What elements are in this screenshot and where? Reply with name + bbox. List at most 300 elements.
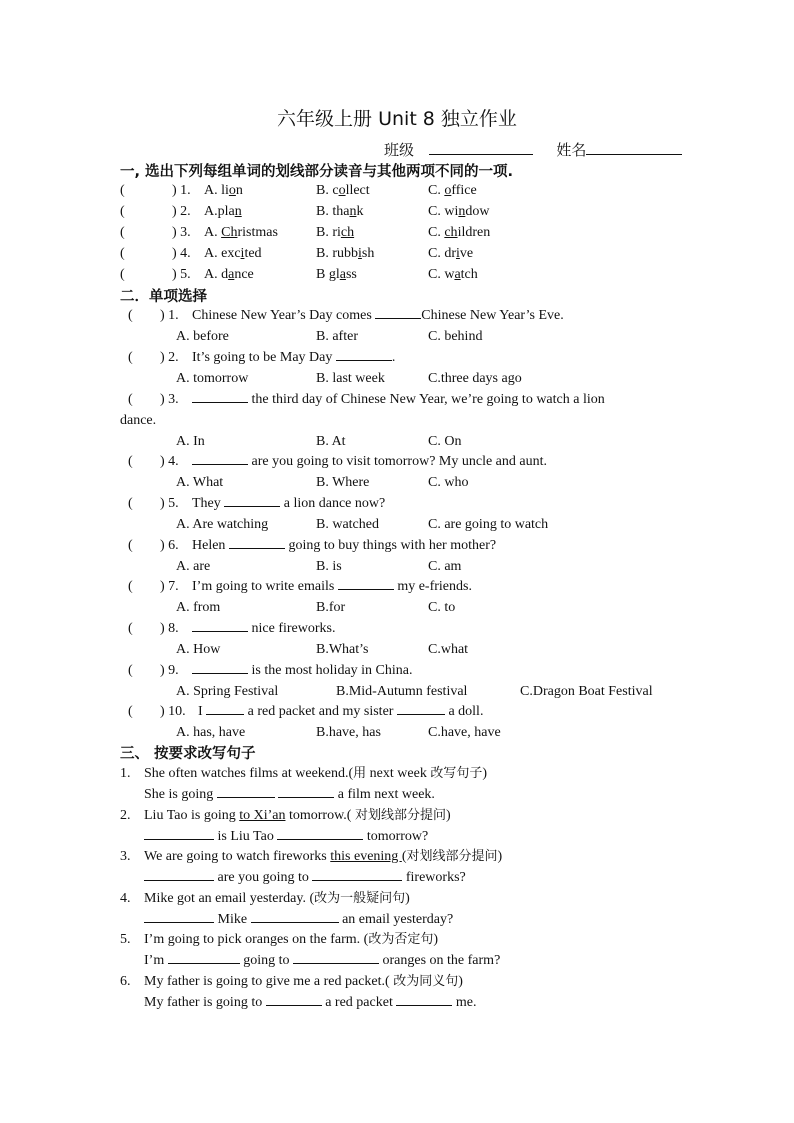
option-b[interactable] [336, 682, 467, 702]
answer-text-part: is Liu Tao [214, 829, 278, 844]
answer-blank[interactable] [397, 702, 445, 715]
option-b[interactable] [316, 473, 369, 493]
option-text: A. tomorrow [176, 371, 249, 386]
question-number: ) 6. [160, 538, 179, 553]
option-a[interactable] [176, 557, 210, 577]
option-text: B. ri [316, 225, 341, 240]
mc-question [120, 702, 680, 722]
instruction-line [144, 764, 487, 784]
open-paren: ( [128, 579, 133, 594]
answer-blank[interactable] [144, 910, 214, 923]
option-c[interactable] [428, 202, 489, 222]
option-text: A. How [176, 642, 221, 657]
answer-text-part: a red packet [321, 995, 397, 1010]
answer-text-part: I’m [144, 953, 168, 968]
open-paren: ( [128, 704, 133, 719]
underlined-letters: ch [340, 225, 355, 240]
option-c[interactable] [428, 515, 548, 535]
option-text: n [235, 183, 243, 198]
question-number: ) 3. [160, 392, 179, 407]
option-text: B gl [316, 267, 340, 282]
sentence-part: ( [401, 849, 407, 864]
option-c[interactable] [428, 369, 522, 389]
answer-slot[interactable] [126, 223, 170, 241]
option-b[interactable] [316, 223, 354, 243]
option-a[interactable] [176, 432, 205, 452]
option-text: B. is [316, 559, 342, 574]
question-text-part: Helen [192, 538, 229, 553]
option-c[interactable] [428, 244, 473, 264]
answer-blank[interactable] [206, 702, 244, 715]
rewrite-item [120, 972, 680, 992]
question-text-part: going to buy things with her mother? [284, 538, 497, 553]
mc-question [120, 452, 680, 472]
option-c[interactable] [428, 473, 468, 493]
question-text-part: a lion dance now? [280, 496, 386, 511]
question-number: ) 2. [160, 350, 179, 365]
answer-blank[interactable] [278, 785, 334, 798]
question-number: ) 2. [172, 204, 191, 219]
option-text: C. are going to watch [428, 517, 549, 532]
option-text: ve [459, 246, 474, 261]
mc-question [120, 619, 680, 639]
question-text-part: . [391, 350, 396, 365]
option-a[interactable] [176, 369, 248, 389]
answer-line [144, 910, 684, 930]
option-text: ted [244, 246, 262, 261]
option-text: A. Are watching [176, 517, 269, 532]
answer-slot[interactable] [134, 702, 160, 720]
option-c[interactable] [428, 327, 482, 347]
option-text: A. before [176, 329, 229, 344]
question-text [192, 577, 472, 597]
question-text [192, 390, 605, 410]
answer-blank[interactable] [396, 993, 452, 1006]
mc-question [120, 306, 680, 326]
option-row [120, 723, 680, 743]
sentence-part: ) [445, 808, 451, 823]
option-text: B. watched [316, 517, 379, 532]
answer-blank[interactable] [224, 494, 280, 507]
option-text: B. after [316, 329, 358, 344]
rewrite-item [120, 806, 680, 826]
mc-question [120, 661, 680, 681]
option-b[interactable] [316, 181, 370, 201]
answer-text-part: fireworks? [402, 870, 466, 885]
answer-blank[interactable] [192, 452, 248, 465]
option-row [120, 515, 680, 535]
option-a[interactable] [204, 223, 278, 243]
rewrite-item [120, 930, 680, 950]
option-text: A. has, have [176, 725, 246, 740]
question-text [192, 661, 413, 681]
question-number: ) 5. [160, 496, 179, 511]
option-text: B. tha [316, 204, 350, 219]
option-text: dow [465, 204, 490, 219]
name-blank[interactable] [586, 140, 682, 155]
option-c[interactable] [428, 432, 461, 452]
option-text: B. rubb [316, 246, 358, 261]
question-text [192, 536, 496, 556]
mc-question [120, 494, 680, 514]
question-text-part: the third day of Chinese New Year, we’re going to watch a lion [248, 392, 605, 407]
open-paren: ( [128, 538, 133, 553]
instruction-line [144, 930, 438, 950]
sentence-part: ) [433, 932, 439, 947]
option-text: llect [345, 183, 370, 198]
answer-line [144, 827, 684, 847]
underlined-letters: a [228, 267, 235, 282]
open-paren: ( [120, 204, 125, 219]
item-number: 3. [120, 849, 131, 864]
question-text-part: They [192, 496, 225, 511]
option-b[interactable] [316, 265, 357, 285]
answer-slot[interactable] [134, 452, 160, 470]
sentence-part: She often watches films at weekend.( [144, 766, 354, 781]
section-2-heading: 二．单项选择 [120, 289, 207, 305]
option-text: k [356, 204, 364, 219]
chinese-instruction: 对划线部分提问 [354, 808, 446, 823]
underlined-letters: ch [444, 225, 458, 240]
chinese-instruction: 改写句子 [430, 766, 483, 781]
open-paren: ( [128, 454, 133, 469]
rewrite-item [120, 889, 680, 909]
instruction-line [144, 889, 410, 909]
option-text: B.for [316, 600, 346, 615]
answer-slot[interactable] [126, 265, 170, 283]
option-b[interactable] [316, 202, 363, 222]
option-text: ildren [457, 225, 491, 240]
answer-text-part: Mike [214, 912, 251, 927]
question-text-part: are you going to visit tomorrow? My uncle and aunt. [248, 454, 547, 469]
option-row [120, 682, 680, 702]
class-label: 班级 [384, 141, 415, 159]
option-text: C. dr [428, 246, 456, 261]
option-row [120, 640, 680, 660]
answer-text-part: me. [452, 995, 477, 1010]
answer-blank[interactable] [338, 577, 394, 590]
option-text: B. Where [316, 475, 370, 490]
option-text: B. c [316, 183, 339, 198]
answer-slot[interactable] [134, 536, 160, 554]
option-text: ss [345, 267, 357, 282]
answer-line [144, 993, 684, 1013]
option-c[interactable] [520, 682, 653, 702]
phonics-item [120, 265, 680, 285]
question-number: ) 4. [172, 246, 191, 261]
underlined-phrase: to Xi’an [239, 808, 286, 823]
answer-blank[interactable] [336, 348, 392, 361]
sentence-part: next week [366, 766, 431, 781]
option-text: A.pla [204, 204, 235, 219]
option-text: ffice [451, 183, 477, 198]
underlined-letters: Ch [221, 225, 238, 240]
answer-blank[interactable] [192, 619, 248, 632]
chinese-instruction: 对划线部分提问 [406, 849, 498, 864]
option-row [120, 432, 680, 452]
option-text: C. am [428, 559, 462, 574]
sentence-part: ) [482, 766, 488, 781]
question-text [198, 702, 483, 722]
answer-blank[interactable] [168, 951, 240, 964]
question-number: ) 4. [160, 454, 179, 469]
option-text: ristmas [237, 225, 278, 240]
section-1-heading: 一, 选出下列每组单词的划线部分读音与其他两项不同的一项. [120, 164, 514, 180]
option-row [120, 473, 680, 493]
answer-blank[interactable] [277, 827, 363, 840]
question-text-part: Chinese New Year’s Eve. [421, 308, 564, 323]
answer-slot[interactable] [134, 661, 160, 679]
open-paren: ( [120, 246, 125, 261]
answer-text-part: an email yesterday? [338, 912, 454, 927]
chinese-instruction: 改为同义句 [393, 974, 459, 989]
chinese-instruction: 改为否定句 [368, 932, 434, 947]
option-a[interactable] [176, 682, 278, 702]
question-text-part: I [198, 704, 207, 719]
instruction-line [144, 806, 451, 826]
question-text-part: Chinese New Year’s Day comes [192, 308, 376, 323]
option-a[interactable] [176, 640, 220, 660]
answer-text-part: tomorrow? [363, 829, 429, 844]
option-text: nce [234, 267, 254, 282]
answer-line [144, 951, 684, 971]
underlined-letters: a [339, 267, 346, 282]
question-number: ) 10. [160, 704, 186, 719]
question-text-part: I’m going to write emails [192, 579, 338, 594]
instruction-line [144, 972, 463, 992]
option-b[interactable] [316, 557, 342, 577]
question-text-part: my e-friends. [393, 579, 472, 594]
answer-blank[interactable] [266, 993, 322, 1006]
option-b[interactable] [316, 723, 381, 743]
open-paren: ( [128, 663, 133, 678]
question-text [192, 494, 385, 514]
option-b[interactable] [316, 640, 369, 660]
answer-blank[interactable] [192, 390, 248, 403]
option-c[interactable] [428, 557, 461, 577]
open-paren: ( [120, 225, 125, 240]
answer-blank[interactable] [217, 785, 275, 798]
item-number: 1. [120, 766, 131, 781]
answer-slot[interactable] [134, 619, 160, 637]
question-text-part: is the most holiday in China. [248, 663, 413, 678]
chinese-instruction: 改为一般疑问句 [314, 891, 406, 906]
option-a[interactable] [176, 723, 245, 743]
question-text-part: dance. [120, 413, 157, 428]
option-a[interactable] [204, 181, 243, 201]
option-text: B.What’s [316, 642, 369, 657]
answer-slot[interactable] [134, 348, 160, 366]
option-text: A. li [204, 183, 229, 198]
sentence-part: tomorrow.( [285, 808, 355, 823]
underlined-phrase: this evening [330, 849, 402, 864]
rewrite-item [120, 847, 680, 867]
rewrite-item [120, 764, 680, 784]
option-text: tch [460, 267, 478, 282]
phonics-item [120, 244, 680, 264]
question-text [192, 619, 335, 639]
option-a[interactable] [176, 473, 223, 493]
open-paren: ( [120, 267, 125, 282]
option-text: A. from [176, 600, 221, 615]
option-a[interactable] [204, 202, 242, 222]
option-b[interactable] [316, 515, 379, 535]
option-text: C. w [428, 267, 455, 282]
option-row [120, 598, 680, 618]
underlined-letters: n [349, 204, 357, 219]
option-c[interactable] [428, 223, 490, 243]
underlined-letters: i [240, 246, 245, 261]
option-a[interactable] [176, 598, 220, 618]
answer-blank[interactable] [312, 868, 402, 881]
question-number: ) 3. [172, 225, 191, 240]
item-number: 5. [120, 932, 131, 947]
underlined-letters: i [456, 246, 460, 261]
option-text: B. last week [316, 371, 385, 386]
phonics-item [120, 181, 680, 201]
option-text: C. to [428, 600, 456, 615]
underlined-letters: i [358, 246, 362, 261]
option-b[interactable] [316, 598, 345, 618]
mc-question [120, 390, 680, 410]
option-text: A. d [204, 267, 229, 282]
page-title: 六年级上册 Unit 8 独立作业 [277, 108, 517, 130]
item-number: 6. [120, 974, 131, 989]
option-text: A. exc [204, 246, 241, 261]
answer-blank[interactable] [229, 536, 285, 549]
item-number: 2. [120, 808, 131, 823]
class-name-line [384, 139, 682, 160]
section-3-heading: 三、 按要求改写句子 [120, 746, 256, 762]
option-text: A. are [176, 559, 211, 574]
underlined-letters: o [444, 183, 452, 198]
option-a[interactable] [176, 327, 229, 347]
open-paren: ( [128, 308, 133, 323]
answer-slot[interactable] [126, 244, 170, 262]
sentence-part: We are going to watch fireworks [144, 849, 331, 864]
option-c[interactable] [428, 640, 468, 660]
option-text: C.Dragon Boat Festival [520, 684, 653, 699]
option-text: B.have, has [316, 725, 381, 740]
option-text: C.have, have [428, 725, 501, 740]
option-text: C.what [428, 642, 469, 657]
question-text [192, 348, 395, 368]
underlined-letters: o [228, 183, 236, 198]
answer-blank[interactable] [144, 827, 214, 840]
answer-text-part: My father is going to [144, 995, 266, 1010]
answer-text-part: going to [239, 953, 293, 968]
answer-slot[interactable] [134, 306, 160, 324]
question-number: ) 7. [160, 579, 179, 594]
answer-blank[interactable] [293, 951, 379, 964]
question-number: ) 1. [160, 308, 179, 323]
instruction-line [144, 847, 502, 867]
answer-line [144, 868, 684, 888]
answer-text-part: She is going [144, 787, 217, 802]
open-paren: ( [120, 183, 125, 198]
answer-slot[interactable] [126, 181, 170, 199]
question-number: ) 1. [172, 183, 191, 198]
answer-text-part: oranges on the farm? [379, 953, 501, 968]
question-number: ) 8. [160, 621, 179, 636]
phonics-item [120, 223, 680, 243]
sentence-part: My father is going to give me a red packet.( [144, 974, 394, 989]
sentence-part: I’m going to pick oranges on the farm. ( [144, 932, 369, 947]
option-b[interactable] [316, 327, 358, 347]
option-text: C. who [428, 475, 469, 490]
question-text-part: a doll. [444, 704, 484, 719]
option-a[interactable] [204, 244, 262, 264]
option-text: C. [428, 183, 445, 198]
option-c[interactable] [428, 265, 478, 285]
answer-text-part: are you going to [214, 870, 313, 885]
open-paren: ( [128, 496, 133, 511]
option-row [120, 327, 680, 347]
name-label: 姓名 [556, 141, 587, 159]
option-text: C. behind [428, 329, 483, 344]
open-paren: ( [128, 350, 133, 365]
answer-blank[interactable] [144, 868, 214, 881]
answer-text-part: a film next week. [334, 787, 435, 802]
option-text: A. [204, 225, 222, 240]
question-continuation [120, 411, 156, 431]
option-text: sh [361, 246, 375, 261]
underlined-letters: a [454, 267, 461, 282]
option-row [120, 369, 680, 389]
answer-slot[interactable] [134, 390, 160, 408]
answer-blank[interactable] [251, 910, 339, 923]
option-b[interactable] [316, 432, 346, 452]
answer-slot[interactable] [134, 577, 160, 595]
option-b[interactable] [316, 369, 385, 389]
answer-line [144, 785, 684, 805]
option-a[interactable] [176, 515, 268, 535]
option-a[interactable] [204, 265, 254, 285]
underlined-letters: n [458, 204, 466, 219]
option-row [120, 557, 680, 577]
option-c[interactable] [428, 598, 455, 618]
sentence-part: Liu Tao is going [144, 808, 240, 823]
option-c[interactable] [428, 181, 477, 201]
option-text: C.three days ago [428, 371, 522, 386]
question-text-part: a red packet and my sister [244, 704, 397, 719]
option-b[interactable] [316, 244, 374, 264]
question-number: ) 5. [172, 267, 191, 282]
open-paren: ( [128, 621, 133, 636]
answer-slot[interactable] [126, 202, 170, 220]
question-text [192, 452, 547, 472]
open-paren: ( [128, 392, 133, 407]
sentence-part: ) [405, 891, 410, 906]
answer-blank[interactable] [192, 661, 248, 674]
option-text: A. In [176, 434, 205, 449]
option-c[interactable] [428, 723, 501, 743]
answer-slot[interactable] [134, 494, 160, 512]
option-text: A. Spring Festival [176, 684, 279, 699]
answer-blank[interactable] [375, 306, 421, 319]
sentence-part: Mike got an email yesterday. ( [144, 891, 315, 906]
question-number: ) 9. [160, 663, 179, 678]
option-text: C. wi [428, 204, 459, 219]
question-text-part: It’s going to be May Day [192, 350, 336, 365]
underlined-letters: o [338, 183, 346, 198]
sentence-part: ) [497, 849, 503, 864]
phonics-item [120, 202, 680, 222]
option-text: C. [428, 225, 445, 240]
mc-question [120, 577, 680, 597]
question-text-part: nice fireworks. [248, 621, 336, 636]
class-blank[interactable] [429, 140, 533, 155]
